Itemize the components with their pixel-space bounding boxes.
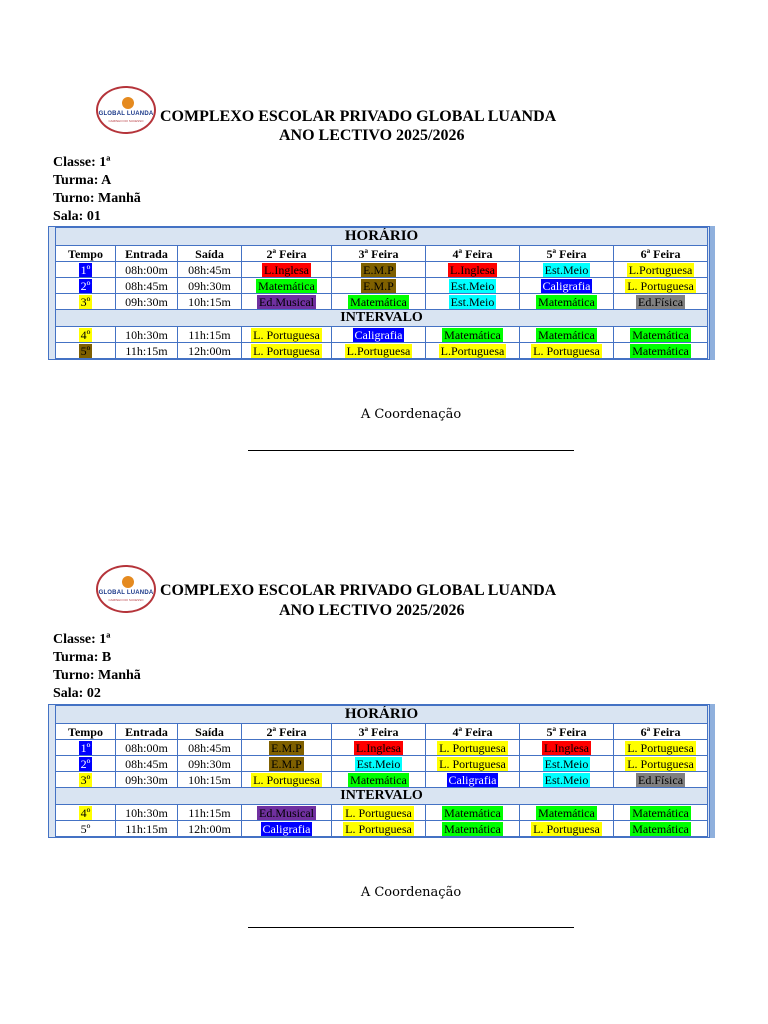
column-header: 4ª Feira [426, 246, 520, 262]
subject-cell [426, 740, 520, 756]
subject-label: Matemática [538, 327, 595, 342]
saida-cell: 12h:00m [178, 821, 242, 837]
subject-cell [426, 262, 520, 278]
column-header: 5ª Feira [520, 724, 614, 740]
column-header: 3ª Feira [332, 246, 426, 262]
table-row [56, 327, 708, 343]
subject-cell [242, 343, 332, 359]
logo-tagline: CAMINHO DO SUCESSO [108, 119, 144, 123]
entrada-cell: 09h:30m [116, 772, 178, 788]
logo-name: GLOBAL LUANDA [98, 111, 154, 117]
subject-label: L. Portuguesa [627, 756, 694, 771]
subject-label: L. Portuguesa [627, 278, 694, 293]
horario-title-row [56, 706, 708, 724]
subject-label: E.M.P [271, 740, 302, 755]
subject-cell [614, 294, 708, 310]
table-row [56, 805, 708, 821]
table-row [56, 278, 708, 294]
tempo-cell [56, 343, 116, 359]
subject-label: Matemática [538, 294, 595, 309]
subject-cell [614, 821, 708, 837]
signature-line [248, 450, 574, 451]
subject-label: Matemática [444, 327, 501, 342]
subject-cell [332, 756, 426, 772]
subject-cell [520, 327, 614, 343]
horario-title: HORÁRIO [56, 706, 708, 724]
subject-label: L.Inglesa [356, 740, 401, 755]
subject-cell [520, 278, 614, 294]
coordination-label: A Coordenação [360, 885, 462, 900]
column-header: Saída [178, 724, 242, 740]
table-row [56, 740, 708, 756]
subject-cell [332, 262, 426, 278]
subject-cell [242, 740, 332, 756]
subject-cell [426, 327, 520, 343]
interval-row [56, 310, 708, 327]
subject-label: Est.Meio [544, 262, 589, 277]
subject-cell [242, 294, 332, 310]
entrada-cell: 10h:30m [116, 805, 178, 821]
subject-label: L. Portuguesa [253, 343, 320, 358]
subject-cell [520, 343, 614, 359]
subject-label: Matemática [444, 821, 501, 836]
class-label: Classe: 1ª [53, 632, 111, 647]
entrada-cell: 11h:15m [116, 343, 178, 359]
tempo-label: 4º [80, 805, 91, 820]
tempo-label: 5º [80, 821, 91, 836]
subject-cell [332, 278, 426, 294]
subject-cell [332, 772, 426, 788]
subject-label: Ed.Musical [259, 294, 314, 309]
table-row [56, 821, 708, 837]
subject-label: Est.Meio [544, 756, 589, 771]
subject-label: L.Portuguesa [440, 343, 505, 358]
header-row [56, 246, 708, 262]
tempo-label: 1º [80, 740, 91, 755]
timetable-grid [55, 227, 708, 359]
subject-label: L.Portuguesa [346, 343, 411, 358]
subject-label: L.Inglesa [544, 740, 589, 755]
entrada-cell: 08h:00m [116, 740, 178, 756]
column-header: 6ª Feira [614, 724, 708, 740]
tempo-label: 2º [80, 756, 91, 771]
timetable [48, 704, 710, 838]
subject-cell [614, 772, 708, 788]
subject-cell [614, 343, 708, 359]
subject-cell [520, 740, 614, 756]
column-header: 4ª Feira [426, 724, 520, 740]
subject-label: Matemática [632, 343, 689, 358]
entrada-cell: 08h:45m [116, 278, 178, 294]
column-header: Tempo [56, 246, 116, 262]
subject-cell [520, 821, 614, 837]
subject-label: Matemática [632, 821, 689, 836]
saida-cell: 08h:45m [178, 262, 242, 278]
subject-cell [242, 262, 332, 278]
subject-label: Ed.Musical [259, 805, 314, 820]
subject-label: L. Portuguesa [345, 821, 412, 836]
tempo-label: 1º [80, 262, 91, 277]
saida-cell: 12h:00m [178, 343, 242, 359]
interval-label: INTERVALO [56, 310, 708, 327]
subject-label: Matemática [258, 278, 315, 293]
interval-label: INTERVALO [56, 788, 708, 805]
interval-row [56, 788, 708, 805]
tempo-cell [56, 327, 116, 343]
tempo-label: 2º [80, 278, 91, 293]
subject-label: Ed.Física [638, 294, 684, 309]
subject-label: Est.Meio [356, 756, 401, 771]
entrada-cell: 09h:30m [116, 294, 178, 310]
subject-cell [614, 805, 708, 821]
subject-cell [242, 805, 332, 821]
subject-label: Matemática [350, 294, 407, 309]
subject-cell [520, 772, 614, 788]
tempo-cell [56, 740, 116, 756]
saida-cell: 10h:15m [178, 772, 242, 788]
logo-tagline: CAMINHO DO SUCESSO [108, 598, 144, 602]
column-header: Saída [178, 246, 242, 262]
tempo-cell [56, 805, 116, 821]
subject-cell [242, 278, 332, 294]
subject-label: Est.Meio [544, 772, 589, 787]
subject-cell [520, 756, 614, 772]
subject-label: E.M.P [271, 756, 302, 771]
saida-cell: 11h:15m [178, 805, 242, 821]
subject-label: Ed.Física [638, 772, 684, 787]
saida-cell: 11h:15m [178, 327, 242, 343]
column-header: Entrada [116, 246, 178, 262]
subject-label: Matemática [538, 805, 595, 820]
subject-cell [332, 821, 426, 837]
tempo-cell [56, 821, 116, 837]
subject-label: Caligrafia [262, 821, 311, 836]
tempo-cell [56, 262, 116, 278]
tempo-label: 5º [80, 343, 91, 358]
subject-label: L. Portuguesa [439, 740, 506, 755]
subject-label: E.M.P [363, 278, 394, 293]
subject-cell [242, 327, 332, 343]
saida-cell: 10h:15m [178, 294, 242, 310]
subject-label: L. Portuguesa [253, 772, 320, 787]
class-info [53, 154, 141, 226]
subject-cell [332, 294, 426, 310]
timetable [48, 226, 710, 360]
entrada-cell: 11h:15m [116, 821, 178, 837]
subject-cell [426, 805, 520, 821]
subject-cell [426, 343, 520, 359]
subject-cell [242, 821, 332, 837]
subject-label: L. Portuguesa [439, 756, 506, 771]
horario-title-row [56, 228, 708, 246]
school-logo-icon [96, 565, 156, 613]
subject-label: L. Portuguesa [253, 327, 320, 342]
subject-cell [242, 772, 332, 788]
table-row [56, 772, 708, 788]
table-row [56, 756, 708, 772]
coordination-label: A Coordenação [360, 407, 462, 422]
school-logo-icon [96, 86, 156, 134]
tempo-cell [56, 756, 116, 772]
column-header: Entrada [116, 724, 178, 740]
class-label: Classe: 1ª [53, 155, 111, 170]
column-header: 6ª Feira [614, 246, 708, 262]
tempo-cell [56, 294, 116, 310]
column-header: Tempo [56, 724, 116, 740]
subject-cell [614, 327, 708, 343]
school-name: COMPLEXO ESCOLAR PRIVADO GLOBAL LUANDA [160, 582, 557, 599]
subject-label: L.Inglesa [450, 262, 495, 277]
subject-label: L.Portuguesa [628, 262, 693, 277]
subject-cell [520, 262, 614, 278]
subject-label: Est.Meio [450, 294, 495, 309]
signature-line [248, 927, 574, 928]
entrada-cell: 08h:45m [116, 756, 178, 772]
turno-label: Turno: Manhã [53, 191, 141, 206]
turno-label: Turno: Manhã [53, 668, 141, 683]
turma-label: Turma: A [53, 173, 112, 188]
table-row [56, 294, 708, 310]
subject-label: Matemática [632, 327, 689, 342]
column-header: 2ª Feira [242, 724, 332, 740]
school-name: COMPLEXO ESCOLAR PRIVADO GLOBAL LUANDA [160, 108, 557, 125]
horario-title: HORÁRIO [56, 228, 708, 246]
header-row [56, 724, 708, 740]
turma-label: Turma: B [53, 650, 112, 665]
subject-label: L.Inglesa [264, 262, 309, 277]
saida-cell: 09h:30m [178, 278, 242, 294]
tempo-cell [56, 278, 116, 294]
subject-cell [426, 772, 520, 788]
sala-label: Sala: 02 [53, 686, 101, 701]
subject-cell [332, 327, 426, 343]
subject-cell [614, 278, 708, 294]
tempo-label: 4º [80, 327, 91, 342]
subject-label: Caligrafia [354, 327, 403, 342]
subject-label: Matemática [632, 805, 689, 820]
school-year: ANO LECTIVO 2025/2026 [279, 602, 465, 619]
subject-label: L. Portuguesa [345, 805, 412, 820]
subject-cell [426, 821, 520, 837]
subject-label: Est.Meio [450, 278, 495, 293]
column-header: 5ª Feira [520, 246, 614, 262]
school-year: ANO LECTIVO 2025/2026 [279, 127, 465, 144]
subject-cell [520, 294, 614, 310]
timetable-grid [55, 705, 708, 837]
sala-label: Sala: 01 [53, 209, 101, 224]
subject-cell [332, 805, 426, 821]
subject-cell [426, 278, 520, 294]
subject-label: Matemática [444, 805, 501, 820]
saida-cell: 08h:45m [178, 740, 242, 756]
subject-cell [426, 756, 520, 772]
tempo-label: 3º [80, 294, 91, 309]
subject-label: L. Portuguesa [533, 343, 600, 358]
entrada-cell: 10h:30m [116, 327, 178, 343]
subject-cell [614, 740, 708, 756]
table-row [56, 343, 708, 359]
entrada-cell: 08h:00m [116, 262, 178, 278]
subject-cell [614, 262, 708, 278]
subject-cell [332, 740, 426, 756]
subject-cell [614, 756, 708, 772]
table-row [56, 262, 708, 278]
class-info [53, 631, 141, 703]
logo-name: GLOBAL LUANDA [98, 590, 154, 596]
subject-label: Caligrafia [542, 278, 591, 293]
subject-cell [520, 805, 614, 821]
subject-cell [332, 343, 426, 359]
subject-label: L. Portuguesa [627, 740, 694, 755]
subject-label: Matemática [350, 772, 407, 787]
saida-cell: 09h:30m [178, 756, 242, 772]
tempo-cell [56, 772, 116, 788]
subject-cell [242, 756, 332, 772]
tempo-label: 3º [80, 772, 91, 787]
subject-label: Caligrafia [448, 772, 497, 787]
column-header: 3ª Feira [332, 724, 426, 740]
subject-label: L. Portuguesa [533, 821, 600, 836]
subject-label: E.M.P [363, 262, 394, 277]
subject-cell [426, 294, 520, 310]
column-header: 2ª Feira [242, 246, 332, 262]
